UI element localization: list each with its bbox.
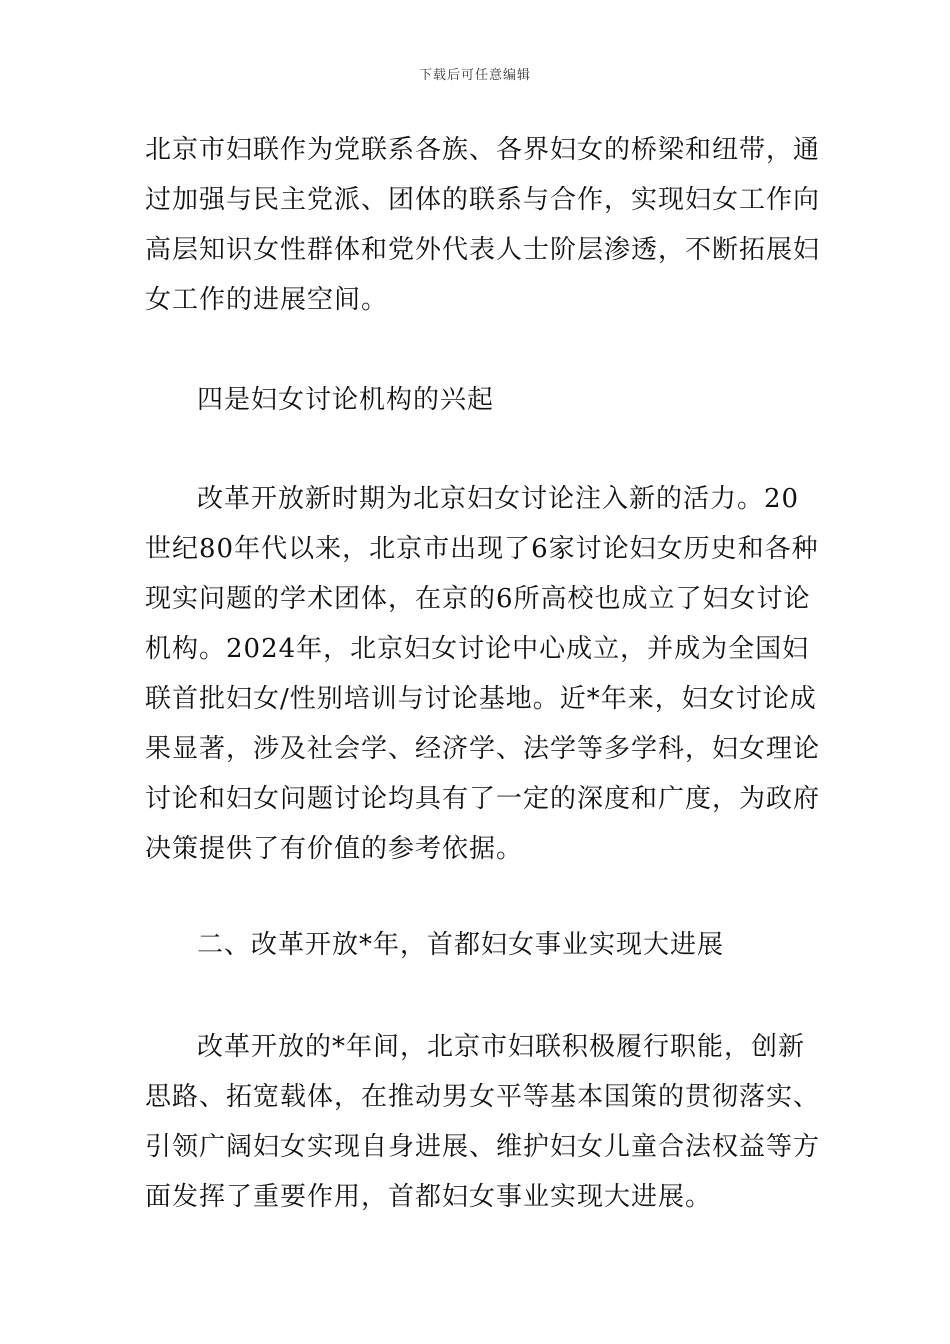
section-heading-1: 四是妇女讨论机构的兴起 [197,385,495,415]
body-paragraph-2: 改革开放新时期为北京妇女讨论注入新的活力。20世纪80年代以来，北京市出现了6家讨论妇女历史和各种现实问题的学术团体，在京的6所高校也成立了妇女讨论机构。2024年，北京妇女讨论中心成立，并成为全国妇联首批妇女/性别培训与讨论基地。近*年来，妇女讨论成果显著，涉及社会学、经济学、法学等多学科，妇女理论讨论和妇女问题讨论均具有了一定的深度和广度，为政府决策提供了有价值的参考依据。 [145,484,821,864]
section-heading-2: 二、改革开放*年，首都妇女事业实现大进展 [197,930,725,960]
body-paragraph-3: 改革开放的*年间，北京市妇联积极履行职能，创新思路、拓宽载体，在推动男女平等基本国策的贯彻落实、引领广阔妇女实现自身进展、维护妇女儿童合法权益等方面发挥了重要作用，首都妇女事业实现大进展。 [145,1032,821,1212]
body-paragraph-1: 北京市妇联作为党联系各族、各界妇女的桥梁和纽带，通过加强与民主党派、团体的联系与合作，实现妇女工作向高层知识女性群体和党外代表人士阶层渗透，不断拓展妇女工作的进展空间。 [145,135,821,315]
page-header-note: 下载后可任意编辑 [418,68,531,83]
